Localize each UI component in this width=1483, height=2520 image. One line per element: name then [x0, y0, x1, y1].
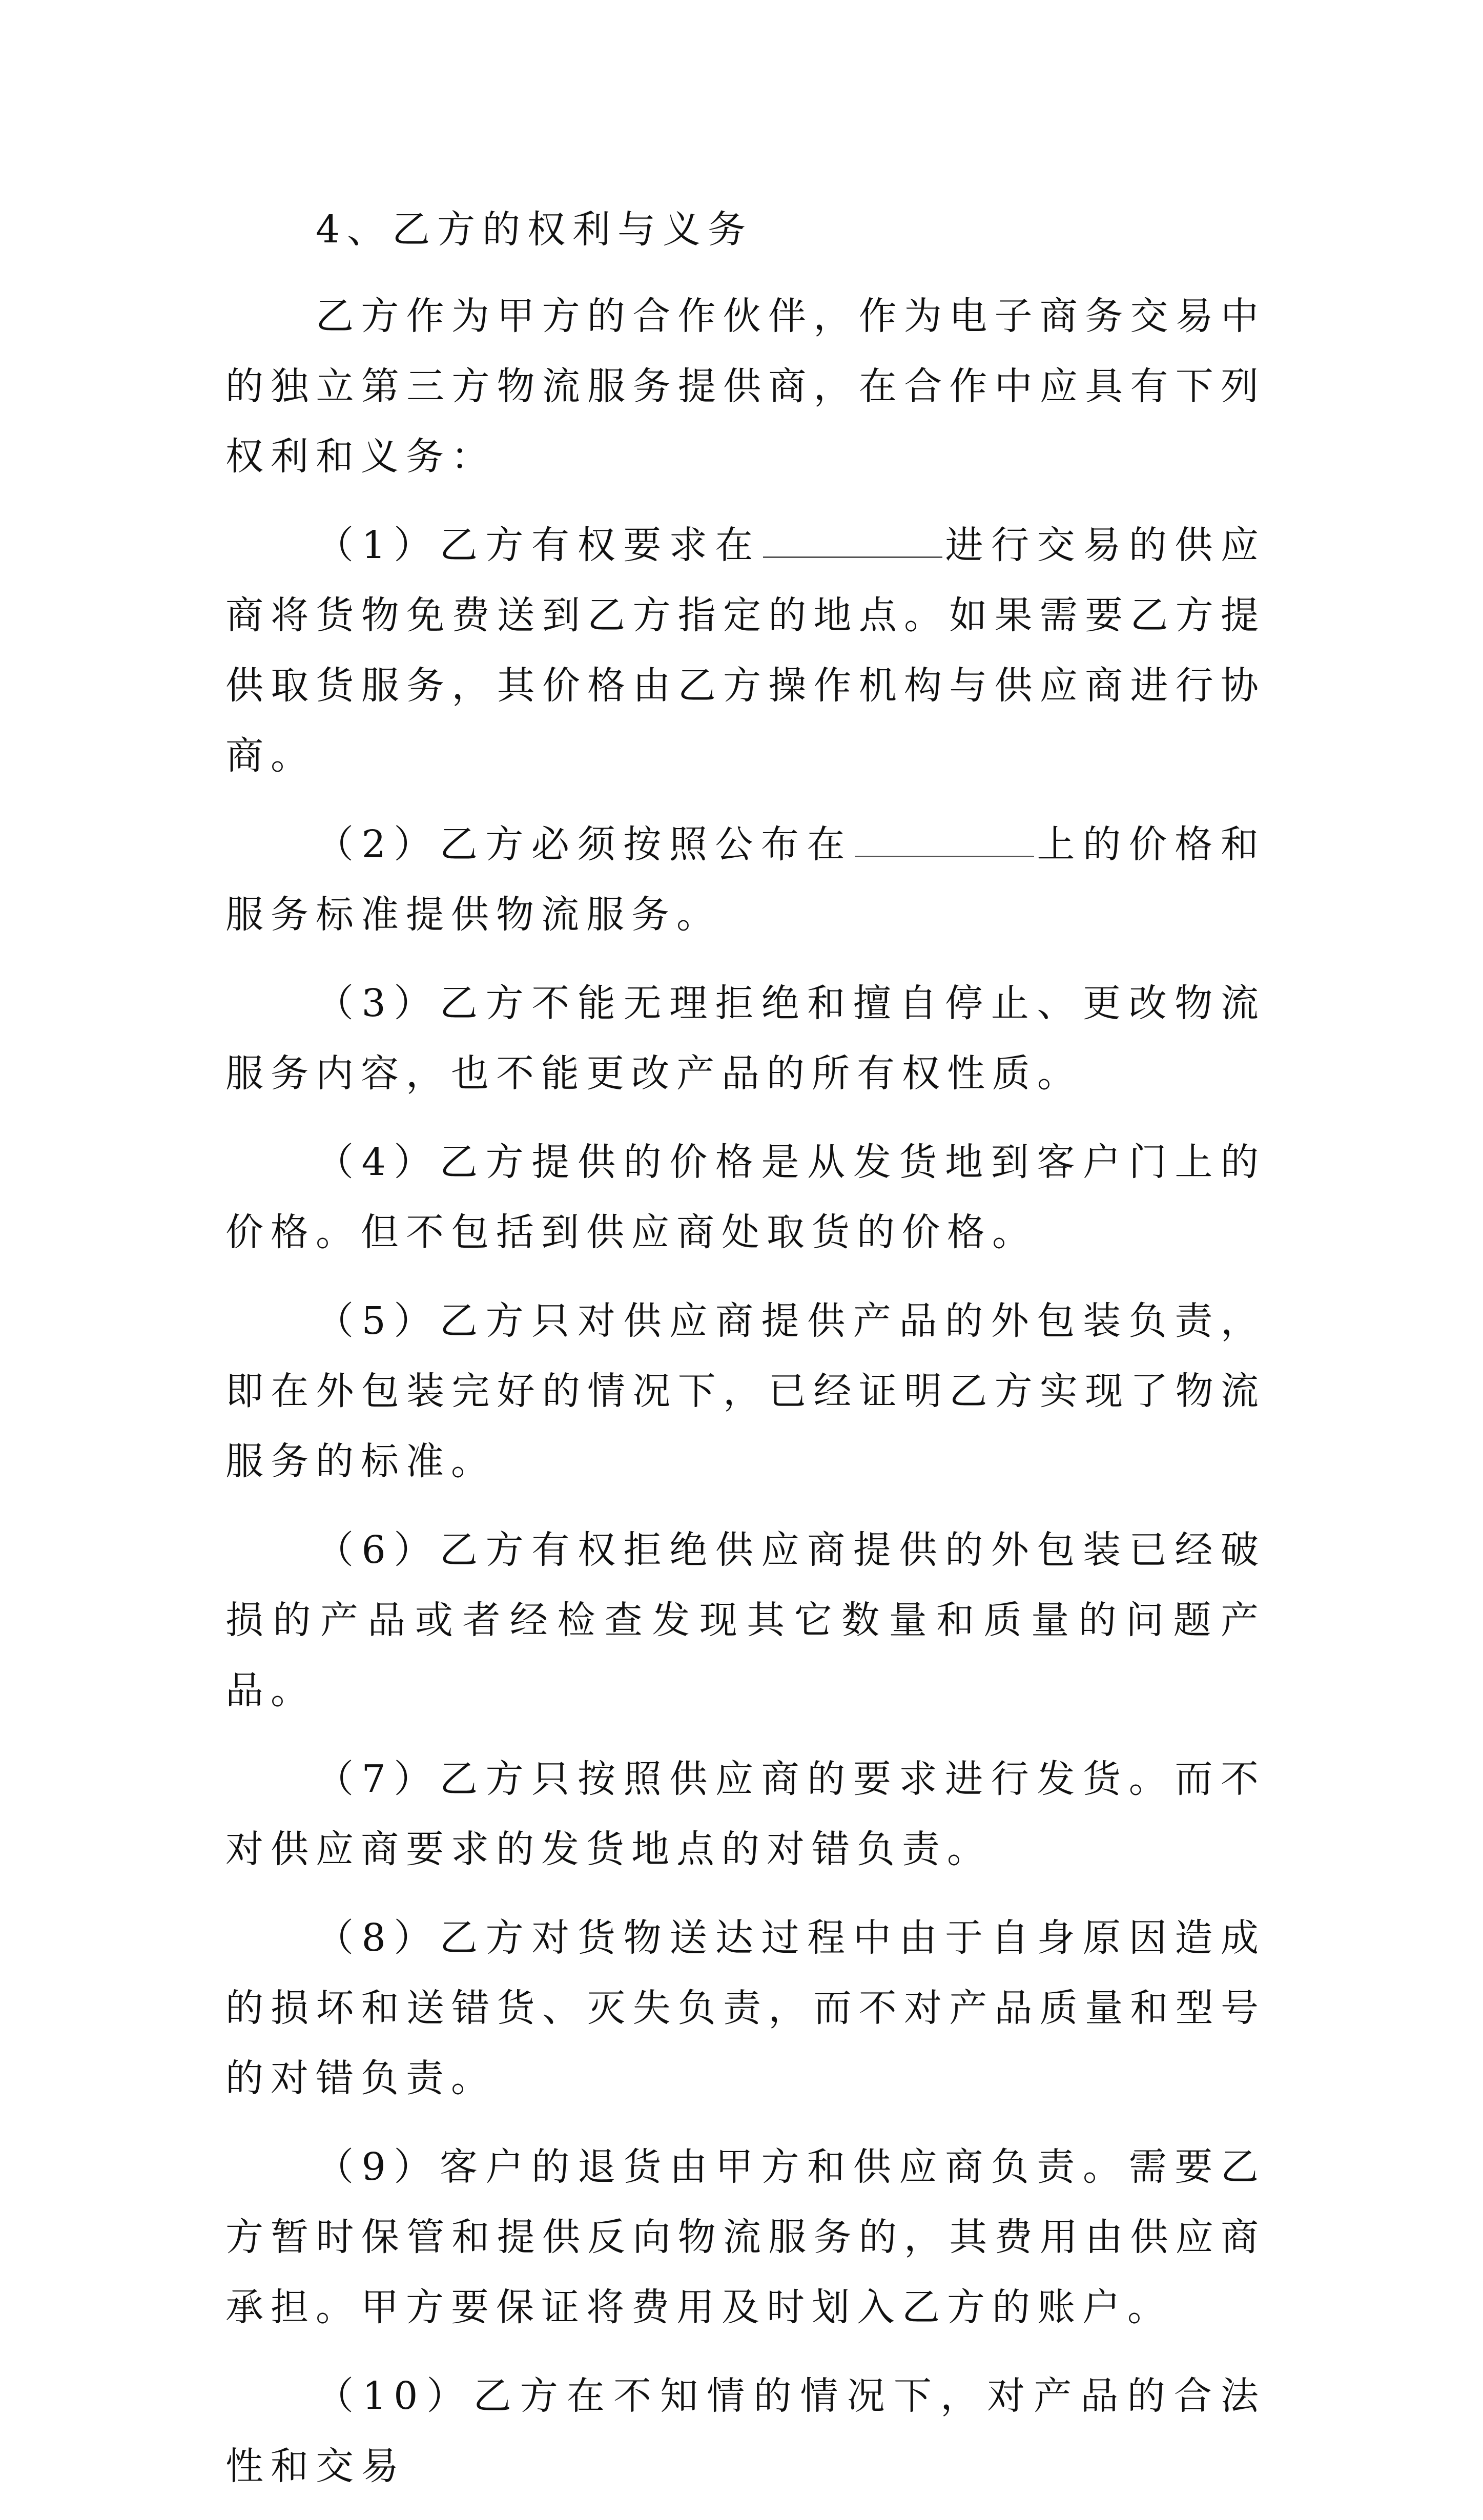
intro-paragraph: 乙方作为甲方的合作伙伴，作为电子商务交易中的独立第三方物流服务提供商，在合作中应具有下列权利和义务： [225, 294, 1266, 479]
clause-3: （3）乙方不能无理拒绝和擅自停止、更改物流服务内容，也不能更改产品的所有权性质。 [225, 981, 1266, 1096]
clause-6: （6）乙方有权拒绝供应商提供的外包装已经破损的产品或者经检查发现其它数量和质量的问题产品。 [225, 1528, 1266, 1712]
clause-2 [225, 810, 1266, 950]
blank-underline [855, 820, 1034, 857]
clause-9: （9）客户的退货由甲方和供应商负责。需要乙方暂时保管和提供反向物流服务的，其费用由供应商承担。甲方要保证将费用及时划入乙方的账户。 [225, 2145, 1266, 2329]
section-heading: 4、乙方的权利与义务 [316, 208, 753, 252]
clause-5: （5）乙方只对供应商提供产品的外包装负责，即在外包装完好的情况下，已经证明乙方实现了物流服务的标准。 [225, 1299, 1266, 1483]
clause-1 [225, 510, 1266, 791]
clause-1-after: 进行交易的供应商将货物免费送到乙方指定的地点。如果需要乙方提供取货服务，其价格由乙方操作机构与供应商进行协商。 [225, 523, 1266, 778]
blank-underline [763, 521, 942, 558]
clause-10: （10）乙方在不知情的情况下，对产品的合法性和交易 [225, 2374, 1266, 2488]
clause-1-before: （1）乙方有权要求在 [316, 523, 761, 567]
clause-2-after: 上的价格和服务标准提供物流服务。 [225, 822, 1266, 937]
document-page [225, 195, 1266, 2520]
clause-8: （8）乙方对货物送达过程中由于自身原因造成的损坏和送错货、灭失负责，而不对产品质量和型号的对错负责。 [225, 1916, 1266, 2100]
clause-4: （4）乙方提供的价格是从发货地到客户门上的价格。但不包括到供应商处取货的价格。 [225, 1140, 1266, 1254]
clause-2-before: （2）乙方必须按照公布在 [316, 822, 853, 866]
clause-7: （7）乙方只按照供应商的要求进行发货。而不对供应商要求的发货地点的对错负责。 [225, 1757, 1266, 1871]
